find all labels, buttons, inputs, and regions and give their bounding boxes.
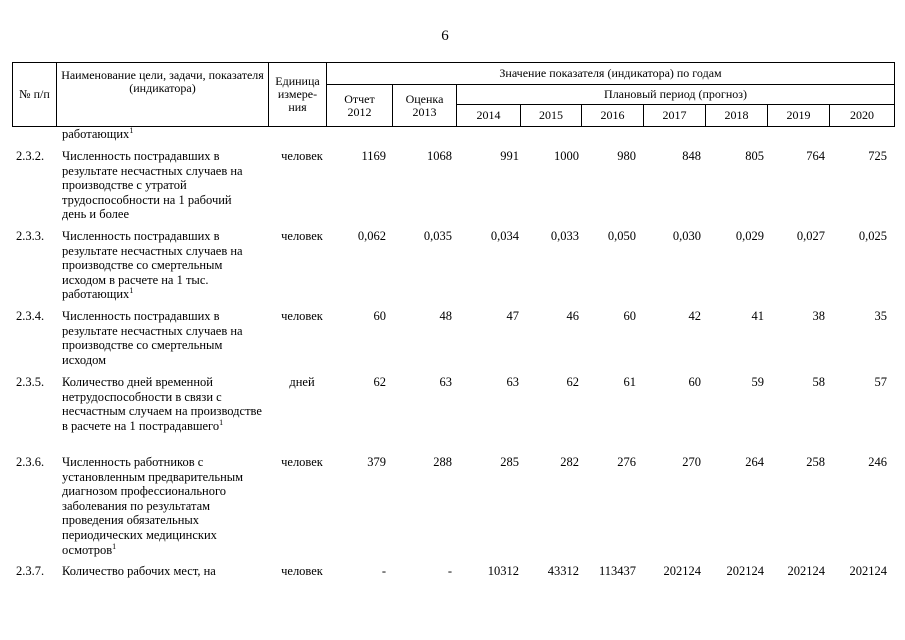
row-value: 991 [500, 149, 519, 163]
row-value: 59 [751, 375, 764, 389]
row-value: 202124 [726, 564, 764, 578]
header-name: Наименование цели, задачи, показателя (индикатора) [57, 63, 269, 127]
row-value: 47 [506, 309, 519, 323]
row-value: 202124 [849, 564, 887, 578]
row-name: Численность пострадавших в результате несчастных случаев на производстве со смертельным исходом в расчете на 1 тыс. работающих$^1$ [62, 229, 243, 302]
row-name: Численность работников с установленным предварительным диагнозом профессионального заболевания по результатам проведения обязательных периодических медицинских осмотров$^1$ [62, 455, 244, 557]
header-unit: Единица измере-ния [269, 63, 327, 127]
header-estimate-year: 2013 [412, 104, 437, 119]
row-value: 62 [566, 375, 579, 389]
row-value: 48 [439, 309, 452, 323]
page-number: 6 [441, 28, 449, 44]
row-number: 2.3.4. [16, 309, 45, 323]
row-value: 113437 [598, 564, 636, 578]
header-year: 2015 [521, 105, 582, 127]
row-value: 61 [623, 375, 636, 389]
header-year: 2019 [768, 105, 830, 127]
row-value: 1000 [554, 149, 579, 163]
row-value: 980 [617, 149, 636, 163]
row-value: 764 [806, 149, 825, 163]
header-estimate [393, 85, 457, 127]
header-estimate-label: Оценка [405, 91, 444, 106]
row-number: 2.3.7. [16, 564, 45, 578]
row-value: 62 [373, 375, 386, 389]
row-value: 35 [874, 309, 887, 323]
row-name: Количество дней временной нетрудоспособности в связи с несчастным случаем на производстве в расчете на 1 пострадавшего$^1$ [62, 375, 262, 433]
row-value: - [447, 564, 452, 578]
row-value: 63 [506, 375, 519, 389]
row-unit: человек [281, 229, 323, 243]
row-value: 202124 [663, 564, 701, 578]
header-plan-group: Плановый период (прогноз) [457, 85, 895, 105]
row-value: 46 [566, 309, 579, 323]
row-value: - [381, 564, 386, 578]
row-value: 202124 [787, 564, 825, 578]
row-value: 60 [623, 309, 636, 323]
row-value: 60 [373, 309, 386, 323]
row-value: 0,034 [490, 229, 519, 243]
table-header [12, 62, 895, 127]
row-value: 43312 [547, 564, 579, 578]
header-values-group: Значение показателя (индикатора) по годам [327, 63, 895, 85]
row-value: 57 [874, 375, 887, 389]
row-value: 0,033 [550, 229, 579, 243]
row-value: 0,062 [357, 229, 386, 243]
row-number: 2.3.5. [16, 375, 45, 389]
row-value: 42 [688, 309, 701, 323]
row-value: 288 [433, 455, 452, 469]
header-report-label: Отчет [344, 91, 375, 106]
row-name: Количество рабочих мест, на [62, 564, 216, 578]
row-value: 270 [682, 455, 701, 469]
continuation-text: работающих$^1$ [62, 125, 134, 141]
row-value: 0,029 [735, 229, 764, 243]
row-value: 38 [812, 309, 825, 323]
row-number: 2.3.6. [16, 455, 45, 469]
header-year: 2016 [582, 105, 644, 127]
row-value: 10312 [487, 564, 519, 578]
row-name: Численность пострадавших в результате несчастных случаев на производстве с утратой трудоспособности на 1 рабочий день и более [62, 149, 243, 222]
row-value: 805 [745, 149, 764, 163]
header-year: 2018 [706, 105, 768, 127]
header-year: 2017 [644, 105, 706, 127]
row-value: 276 [617, 455, 636, 469]
row-value: 41 [751, 309, 764, 323]
row-value: 264 [745, 455, 764, 469]
row-unit: человек [281, 149, 323, 163]
header-num: № п/п [13, 63, 57, 127]
row-value: 58 [812, 375, 825, 389]
row-name: Численность пострадавших в результате несчастных случаев на производстве со смертельным исходом [62, 309, 243, 367]
header-report-year: 2012 [347, 104, 372, 119]
row-unit: человек [281, 455, 323, 469]
row-value: 0,035 [423, 229, 452, 243]
row-value: 282 [560, 455, 579, 469]
header-year: 2014 [457, 105, 521, 127]
row-value: 1169 [361, 149, 386, 163]
row-value: 0,027 [796, 229, 825, 243]
row-number: 2.3.3. [16, 229, 45, 243]
row-value: 0,050 [607, 229, 636, 243]
header-report [327, 85, 393, 127]
row-value: 63 [439, 375, 452, 389]
row-value: 60 [688, 375, 701, 389]
row-value: 246 [868, 455, 887, 469]
row-value: 379 [367, 455, 386, 469]
row-number: 2.3.2. [16, 149, 45, 163]
row-value: 285 [500, 455, 519, 469]
row-value: 725 [868, 149, 887, 163]
row-unit: дней [289, 375, 315, 389]
row-unit: человек [281, 309, 323, 323]
row-value: 848 [682, 149, 701, 163]
row-value: 1068 [427, 149, 452, 163]
row-value: 0,025 [858, 229, 887, 243]
header-year: 2020 [830, 105, 895, 127]
row-unit: человек [281, 564, 323, 578]
row-value: 258 [806, 455, 825, 469]
row-value: 0,030 [672, 229, 701, 243]
